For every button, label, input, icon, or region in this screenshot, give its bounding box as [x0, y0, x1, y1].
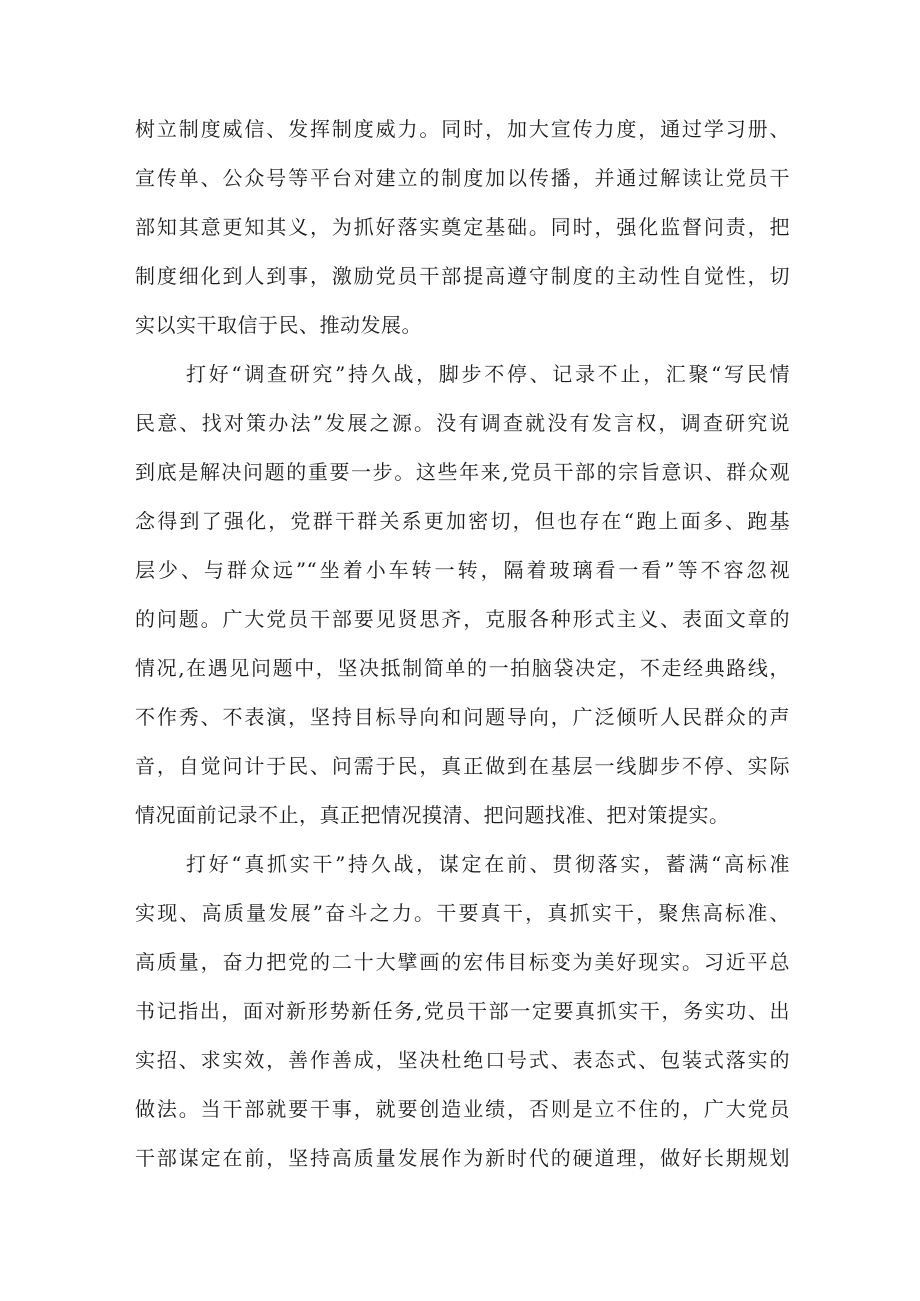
text-line: 做法。当干部就要干事，就要创造业绩，否则是立不住的，广大党员 — [135, 1097, 790, 1121]
text-line: 制度细化到人到事，激励党员干部提高遵守制度的主动性自觉性，切 — [135, 264, 790, 288]
text-line: 部知其意更知其义，为抓好落实奠定基础。同时，强化监督问责，把 — [135, 215, 790, 239]
paragraph-first-line: 打好“调查研究”持久战，脚步不停、记录不止，汇聚“写民情 — [186, 362, 790, 386]
text-line: 干部谋定在前，坚持高质量发展作为新时代的硬道理，做好长期规划 — [135, 1146, 790, 1170]
text-line: 的问题。广大党员干部要见贤思齐，克服各种形式主义、表面文章的 — [135, 607, 790, 631]
text-line: 音，自觉问计于民、问需于民，真正做到在基层一线脚步不停、实际 — [135, 754, 790, 778]
text-line: 情况,在遇见问题中，坚决抵制简单的一拍脑袋决定，不走经典路线， — [135, 656, 790, 680]
text-line: 到底是解决问题的重要一步。这些年来,党员干部的宗旨意识、群众观 — [135, 460, 790, 484]
text-line: 不作秀、不表演，坚持目标导向和问题导向，广泛倾听人民群众的声 — [135, 705, 790, 729]
text-line: 高质量，奋力把党的二十大擘画的宏伟目标变为美好现实。习近平总 — [135, 950, 790, 974]
text-line: 宣传单、公众号等平台对建立的制度加以传播，并通过解读让党员干 — [135, 166, 790, 190]
text-line: 情况面前记录不止，真正把情况摸清、把问题找准、把对策提实。 — [135, 803, 730, 827]
text-line: 层少、与群众远”“坐着小车转一转，隔着玻璃看一看”等不容忽视 — [135, 558, 790, 582]
text-line: 民意、找对策办法”发展之源。没有调查就没有发言权，调查研究说 — [135, 411, 790, 435]
paragraph-first-line: 打好“真抓实干”持久战，谋定在前、贯彻落实，蓄满“高标准 — [186, 852, 790, 876]
text-line: 书记指出，面对新形势新任务,党员干部一定要真抓实干，务实功、出 — [135, 999, 790, 1023]
text-line: 实现、高质量发展”奋斗之力。干要真干，真抓实干，聚焦高标准、 — [135, 901, 790, 925]
text-line: 实招、求实效，善作善成，坚决杜绝口号式、表态式、包装式落实的 — [135, 1048, 790, 1072]
text-line: 念得到了强化，党群干群关系更加密切，但也存在“跑上面多、跑基 — [135, 509, 790, 533]
text-line: 树立制度威信、发挥制度威力。同时，加大宣传力度，通过学习册、 — [135, 117, 790, 141]
text-line: 实以实干取信于民、推动发展。 — [135, 313, 422, 337]
